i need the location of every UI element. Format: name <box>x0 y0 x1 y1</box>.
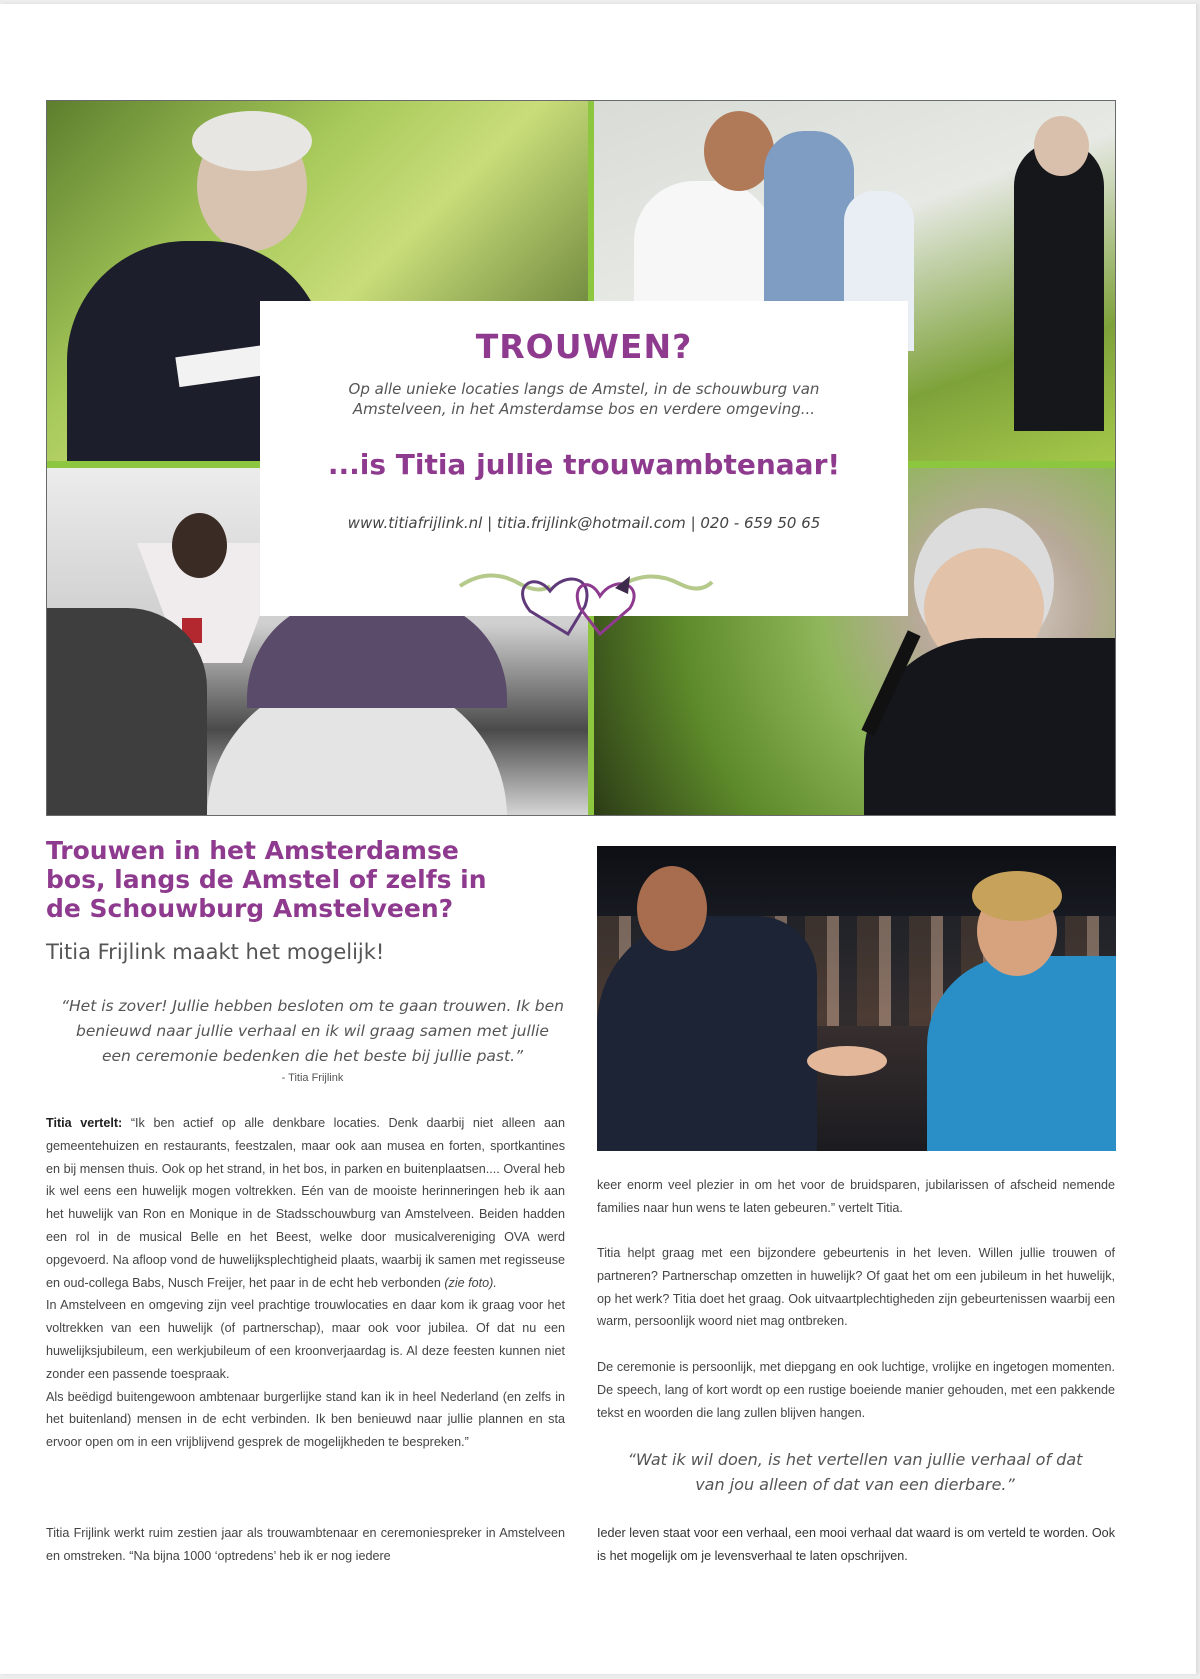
paragraph-experience: Titia Frijlink werkt ruim zestien jaar als trouwambtenaar en ceremoniespreker in Amstelveen en omstreken. “Na bijna 1000 ‘optredens’ heb ik er nog iedere <box>46 1526 565 1563</box>
paragraph-note: (zie foto). <box>444 1275 497 1290</box>
paragraph-ambtenaar: Als beëdigd buitengewoon ambtenaar burgerlijke stand kan ik in heel Nederland (en zelfs in het buitenland) mensen in de echt verbinden. Ik ben benieuwd naar jullie plannen en sta ervoor open om in een vrijblijvend gesprek de mogelijkheden te bespreken.” <box>46 1389 565 1450</box>
banner-tagline: ...is Titia jullie trouwambtenaar! <box>327 448 841 481</box>
paragraph-plezier: keer enorm veel plezier in om het voor de bruidsparen, jubilarissen of afscheid nemende families naar hun wens te laten gebeuren.” vertelt Titia. <box>597 1178 1115 1215</box>
paragraph-gebeurtenis: Titia helpt graag met een bijzondere gebeurtenis in het leven. Willen jullie trouwen of partneren? Partnerschap omzetten in huwelijk? Of gaat het om een jubileum in het huwelijk, op het werk? Titia doet het graag. Ook uitvaartplechtigheden zijn gebeurtenissen waarbij een warm, persoonlijk woord niet mag ontbreken. <box>597 1246 1115 1329</box>
banner-contact: www.titiafrijlink.nl | titia.frijlink@hotmail.com | 020 - 659 50 65 <box>347 514 821 532</box>
paragraph-lead: Titia vertelt: <box>46 1116 123 1130</box>
paragraph-locations: In Amstelveen en omgeving zijn veel prachtige trouwlocaties en daar kom ik graag voor het voltrekken van een huwelijk (of partnerschap), maar ook voor jubilea. Of dat nu een huwelijksjubileum, een werkjubileum of een kroonverjaardag is. Al deze feesten kunnen niet zonder een passende toespraak. <box>46 1298 565 1381</box>
quote-author: - Titia Frijlink <box>281 1072 344 1084</box>
banner-subtitle: Op alle unieke locaties langs de Amstel, in de schouwburg van Amstelveen, in het Amsterdamse bos en verdere omgeving... <box>348 380 820 418</box>
magazine-page <box>0 4 1196 1674</box>
article-heading: Trouwen in het Amsterdamse bos, langs de Amstel of zelfs in de Schouwburg Amstelveen? <box>46 836 487 923</box>
photo-handshake-theatre <box>597 846 1116 1151</box>
article-subheading: Titia Frijlink maakt het mogelijk! <box>46 940 385 964</box>
pull-quote-2: “Wat ik wil doen, is het vertellen van jullie verhaal of dat van jou alleen of dat van een dierbare.” <box>627 1450 1083 1494</box>
paragraph-intro <box>46 1112 565 1294</box>
paragraph-ceremonie: De ceremonie is persoonlijk, met diepgang en ook luchtige, vrolijke en ingetogen momenten. De speech, lang of kort wordt op een rustige boeiende manier gehouden, met een pakkende tekst en woorden die lang zullen blijven hangen. <box>597 1360 1115 1420</box>
photo-collage <box>46 100 1116 816</box>
pull-quote: “Het is zover! Jullie hebben besloten om te gaan trouwen. Ik ben benieuwd naar jullie verhaal en ik wil graag samen met jullie een ceremonie bedenken die het beste bij jullie past.” <box>60 997 565 1065</box>
paragraph-text: “Ik ben actief op alle denkbare locaties. Denk daarbij niet alleen aan gemeentehuizen en restaurants, feestzalen, maar ook aan musea en forten, sportkantines en bij mensen thuis. Ook op het strand, in het bos, in parken en buitenplaatsen.... Overal heb ik wel eens een huwelijk mogen voltrekken. Eén van de mooiste herinneringen heb ik aan het huwelijk van Ron en Monique in de Stadsschouwburg van Amstelveen. Beiden hadden een rol in de musical Belle en het Beest, welke door musicalvereniging OVA werd opgevoerd. Na afloop vond de huwelijksplechtigheid plaats, waarbij ik samen met regisseuse en oud-collega Babs, Nusch Freijer, het paar in de echt heb verbonden <box>46 1116 565 1290</box>
banner-title: TROUWEN? <box>475 327 693 366</box>
article-body-left <box>46 1112 565 1454</box>
info-panel <box>260 301 908 616</box>
hearts-ornament-icon <box>450 546 720 636</box>
paragraph-levensverhaal: Ieder leven staat voor een verhaal, een mooi verhaal dat waard is om verteld te worden. Ook is het mogelijk om je levensverhaal te laten opschrijven. <box>597 1526 1115 1563</box>
